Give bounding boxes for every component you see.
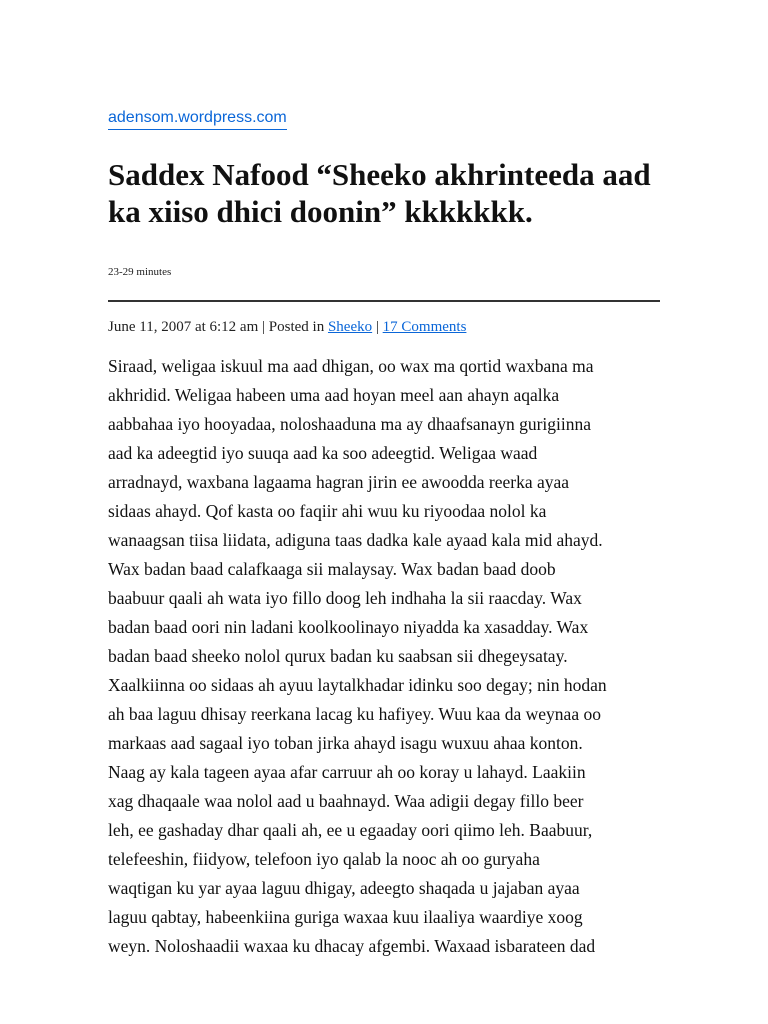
post-meta	[108, 318, 466, 336]
body-line: markaas aad sagaal iyo toban jirka ahayd isagu wuxuu ahaa konton.	[108, 733, 583, 753]
divider	[108, 300, 660, 302]
body-line: aabbahaa iyo hooyadaa, noloshaaduna ma ay dhaafsanayn gurigiinna	[108, 414, 592, 434]
body-line: Siraad, weligaa iskuul ma aad dhigan, oo wax ma qortid waxbana ma	[108, 356, 594, 376]
body-line: xag dhaqaale waa nolol aad u baahnayd. Waa adigii degay fillo beer	[108, 791, 584, 811]
body-line: Wax badan baad calafkaaga sii malaysay. Wax badan baad doob	[108, 559, 556, 579]
posted-in-label: Posted in	[268, 319, 328, 335]
body-line: weyn. Noloshaadii waxaa ku dhacay afgembi. Waxaad isbarateen dad	[108, 936, 596, 956]
body-line: badan baad oori nin ladani koolkoolinayo niyadda ka xasadday. Wax	[108, 617, 589, 637]
body-line: wanaagsan tiisa liidata, adiguna taas dadka kale ayaad kala mid ahayd.	[108, 530, 603, 550]
body-line: leh, ee gashaday dhar qaali ah, ee u egaaday oori qiimo leh. Baabuur,	[108, 820, 593, 840]
body-line: Xaalkiinna oo sidaas ah ayuu laytalkhadar idinku soo degay; nin hodan	[108, 675, 607, 695]
body-line: arradnayd, waxbana lagaama hagran jirin ee awoodda reerka ayaa	[108, 472, 570, 492]
body-line: ah baa laguu dhisay reerkana lacag ku hafiyey. Wuu kaa da weynaa oo	[108, 704, 601, 724]
body-line: aad ka adeegtid iyo suuqa aad ka soo adeegtid. Weligaa waad	[108, 443, 538, 463]
comments-link[interactable]: 17 Comments	[382, 319, 467, 335]
reading-time: 23-29 minutes	[108, 266, 172, 278]
article-body	[108, 352, 664, 961]
body-line: Naag ay kala tageen ayaa afar carruur ah oo koray u lahayd. Laakiin	[108, 762, 586, 782]
body-line: waqtigan ku yar ayaa laguu dhigay, adeegto shaqada u jajaban ayaa	[108, 878, 580, 898]
body-line: telefeeshin, fiidyow, telefoon iyo qalab la nooc ah oo guryaha	[108, 849, 540, 869]
body-line: akhridid. Weligaa habeen uma aad hoyan meel aan ahayn aqalka	[108, 385, 560, 405]
body-line: sidaas ahayd. Qof kasta oo faqiir ahi wuu ku riyoodaa nolol ka	[108, 501, 547, 521]
article-title: Saddex Nafood “Sheeko akhrinteeda aad ka xiiso dhici doonin” kkkkkkk.	[108, 157, 651, 229]
meta-separator: |	[258, 319, 269, 335]
body-line: badan baad sheeko nolol qurux badan ku saabsan sii dhegeysatay.	[108, 646, 568, 666]
body-line: baabuur qaali ah wata iyo fillo doog leh indhaha la sii raacday. Wax	[108, 588, 582, 608]
category-link[interactable]: Sheeko	[327, 319, 373, 335]
post-date: June 11, 2007 at 6:12 am	[108, 319, 259, 335]
source-domain-link[interactable]: adensom.wordpress.com	[108, 108, 287, 130]
body-line: laguu qabtay, habeenkiina guriga waxaa kuu ilaaliya waardiye xoog	[108, 907, 583, 927]
meta-separator: |	[372, 319, 383, 335]
